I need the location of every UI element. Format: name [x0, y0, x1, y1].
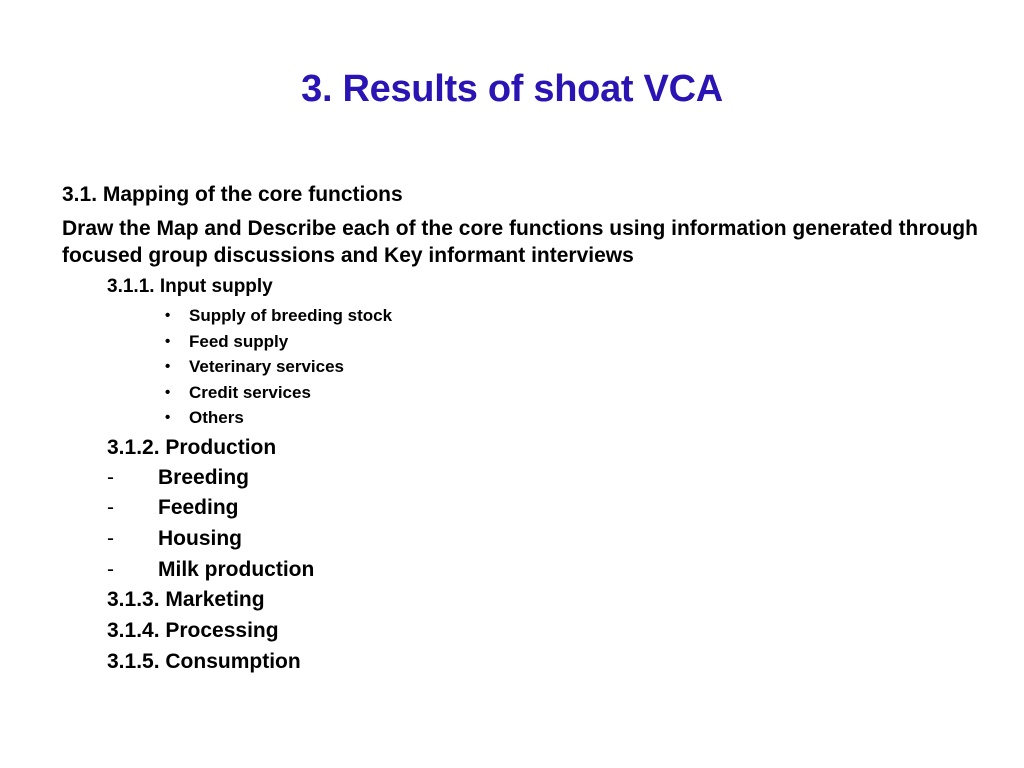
list-item-label: Feed supply: [189, 331, 289, 351]
list-item: [107, 493, 982, 524]
list-item: [107, 555, 982, 586]
list-item-label: Credit services: [189, 382, 311, 402]
list-item-label: Others: [189, 408, 244, 427]
slide-body: [62, 180, 982, 677]
list-item-label: Feeding: [158, 496, 239, 520]
input-supply-list: [165, 303, 982, 431]
list-item: [107, 524, 982, 555]
consumption-heading: 3.1.5. Consumption: [107, 649, 301, 673]
bullet-icon: •: [165, 332, 171, 350]
list-item-label: Breeding: [158, 465, 250, 489]
marketing-heading: 3.1.3. Marketing: [107, 588, 265, 612]
bullet-icon: •: [165, 383, 171, 401]
list-item: [165, 380, 982, 406]
dash-icon: -: [107, 526, 114, 550]
section-heading: 3.1. Mapping of the core functions: [62, 183, 403, 206]
list-item-label: Veterinary services: [189, 357, 345, 376]
list-item: [165, 303, 982, 329]
list-item-label: Milk production: [158, 557, 315, 581]
bullet-icon: •: [165, 358, 171, 375]
list-item: [165, 405, 982, 431]
section-description: Draw the Map and Describe each of the core functions using information generated through focused group discussions and Key informant interviews: [62, 217, 978, 267]
list-item: [165, 354, 982, 380]
list-item-label: Supply of breeding stock: [189, 306, 393, 325]
list-item-label: Housing: [158, 526, 242, 550]
dash-icon: -: [107, 557, 114, 581]
processing-heading: 3.1.4. Processing: [107, 619, 279, 643]
dash-icon: -: [107, 496, 114, 520]
production-list: [107, 463, 982, 586]
bullet-icon: •: [165, 409, 171, 426]
dash-icon: -: [107, 465, 114, 489]
list-item: [107, 463, 982, 494]
list-item: [165, 329, 982, 355]
production-heading: 3.1.2. Production: [107, 435, 277, 459]
slide-title: 3. Results of shoat VCA: [301, 68, 723, 110]
input-supply-heading: 3.1.1. Input supply: [107, 276, 273, 297]
bullet-icon: •: [165, 307, 171, 324]
